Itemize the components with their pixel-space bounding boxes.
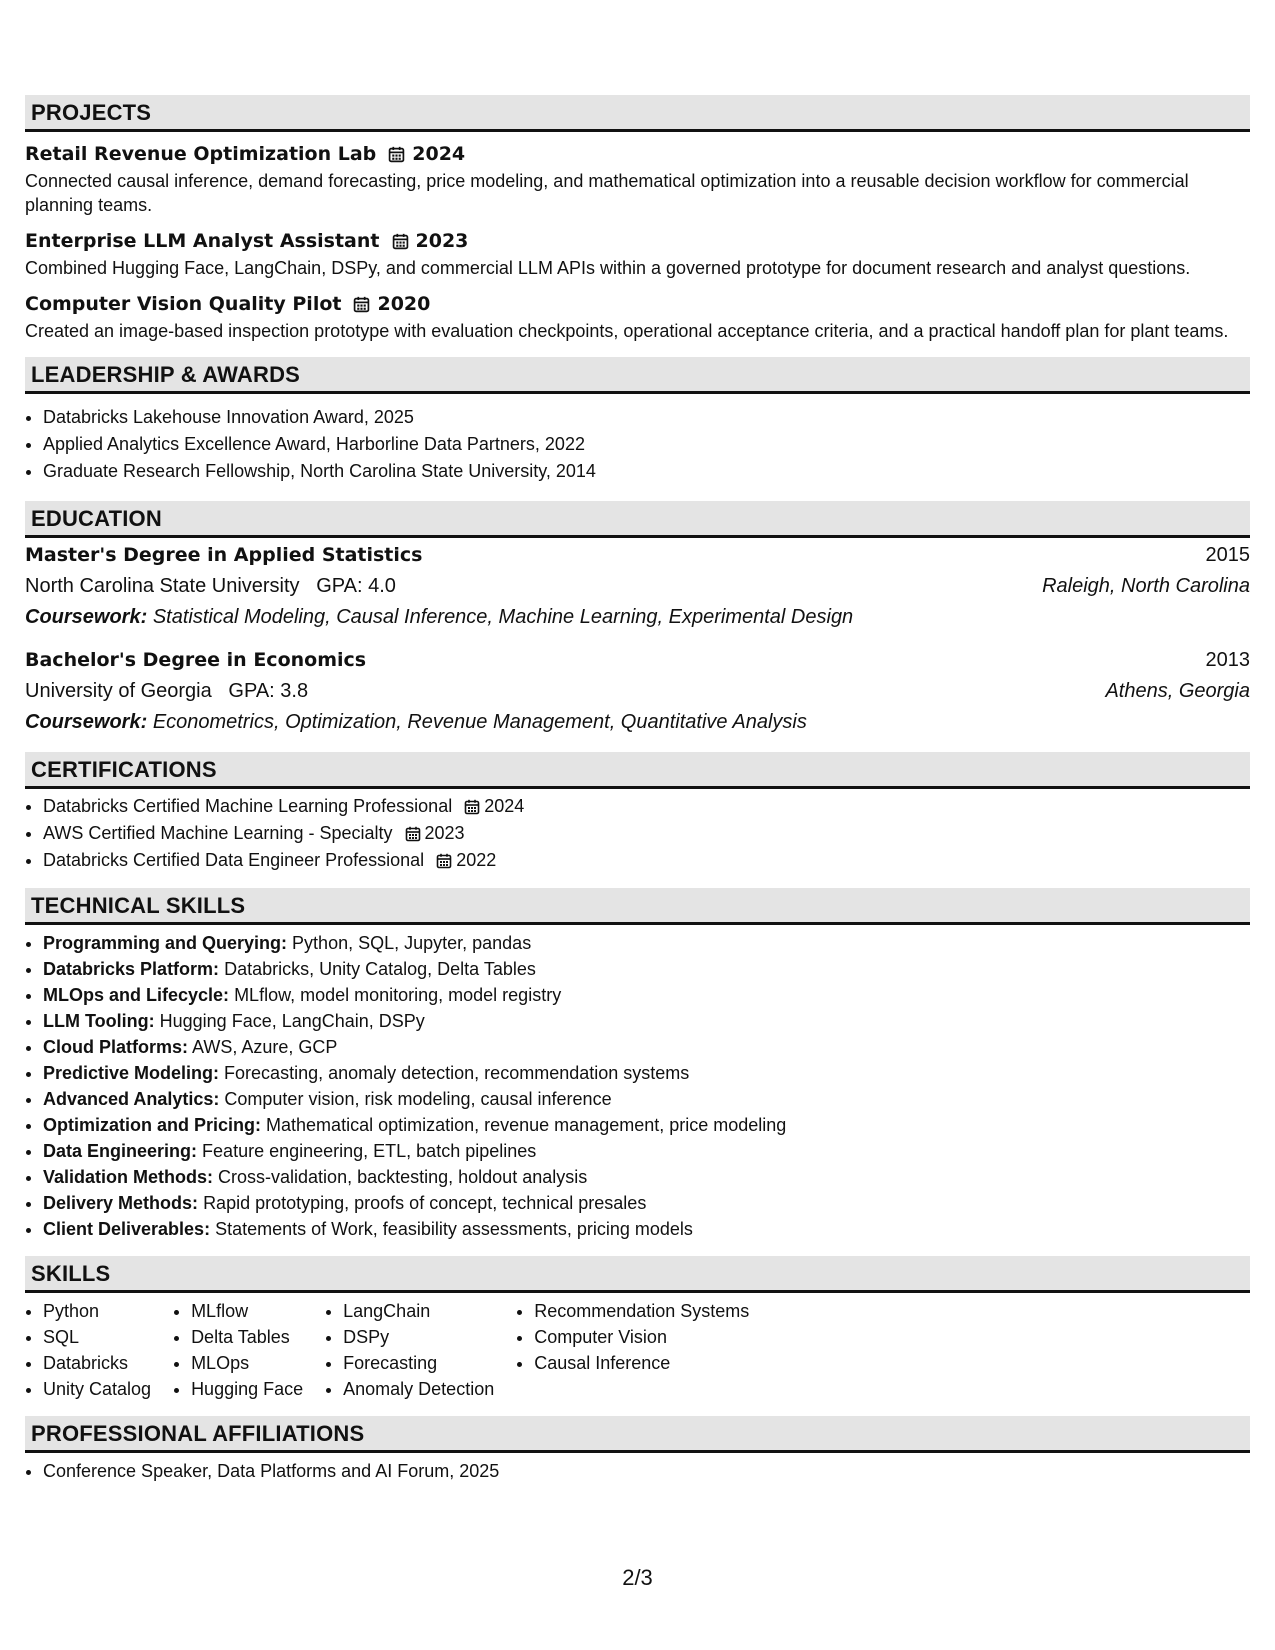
education-row-school bbox=[25, 571, 1250, 602]
project-title: Enterprise LLM Analyst Assistant bbox=[25, 230, 380, 252]
project-year: 2020 bbox=[377, 293, 431, 315]
education-list bbox=[25, 540, 1250, 738]
education-row-school bbox=[25, 676, 1250, 707]
section-heading-skills: SKILLS bbox=[25, 1256, 1250, 1293]
calendar-icon bbox=[436, 853, 452, 869]
certification-row bbox=[43, 793, 524, 820]
skill-values: Forecasting, anomaly detection, recommendation systems bbox=[224, 1063, 690, 1083]
project-description: Created an image-based inspection prototype with evaluation checkpoints, operational acceptance criteria, and a practical handoff plan for plant teams. bbox=[25, 321, 1229, 341]
graduation-year: 2015 bbox=[1205, 544, 1250, 566]
education-item bbox=[25, 645, 1250, 738]
skill-item: • DSPy bbox=[343, 1324, 494, 1350]
skills-grid bbox=[25, 1298, 1250, 1402]
technical-skill-item bbox=[43, 1216, 1250, 1242]
skills-column bbox=[173, 1298, 303, 1402]
skill-category: LLM Tooling: bbox=[43, 1011, 155, 1031]
skill-category: Advanced Analytics: bbox=[43, 1089, 220, 1109]
technical-skill-item bbox=[43, 1034, 1250, 1060]
affiliations-list bbox=[25, 1458, 1250, 1485]
project-item bbox=[25, 142, 1250, 217]
school-and-gpa bbox=[25, 571, 396, 602]
education-item bbox=[25, 540, 1250, 633]
projects-list bbox=[25, 142, 1250, 343]
skill-category: Predictive Modeling: bbox=[43, 1063, 220, 1083]
skill-category: Client Deliverables: bbox=[43, 1219, 211, 1239]
coursework-list: Statistical Modeling, Causal Inference, Machine Learning, Experimental Design bbox=[152, 606, 854, 628]
project-year: 2023 bbox=[415, 230, 469, 252]
certification-name: • Databricks Certified Data Engineer Professional bbox=[43, 850, 425, 870]
skill-item: • Unity Catalog bbox=[43, 1376, 151, 1402]
skill-category: Optimization and Pricing: bbox=[43, 1115, 262, 1135]
skill-item: • Causal Inference bbox=[534, 1350, 749, 1376]
school-and-gpa bbox=[25, 676, 308, 707]
skill-item: • Python bbox=[43, 1298, 151, 1324]
skill-category: Programming and Querying: bbox=[43, 933, 288, 953]
skill-item: • Recommendation Systems bbox=[534, 1298, 749, 1324]
technical-skill-item bbox=[43, 982, 1250, 1008]
award-item: • Databricks Lakehouse Innovation Award, 2025 bbox=[43, 404, 1250, 431]
section-heading-education: EDUCATION bbox=[25, 501, 1250, 538]
skills-column bbox=[25, 1298, 151, 1402]
skill-item: • Databricks bbox=[43, 1350, 151, 1376]
technical-skills-section bbox=[25, 888, 1250, 1242]
skill-values: Statements of Work, feasibility assessments, pricing models bbox=[215, 1219, 693, 1239]
skill-values: Cross-validation, backtesting, holdout analysis bbox=[218, 1167, 588, 1187]
project-description: Connected causal inference, demand forecasting, price modeling, and mathematical optimization into a reusable decision workflow for commercial planning teams. bbox=[25, 171, 1189, 215]
education-section bbox=[25, 501, 1250, 738]
skill-item: • Anomaly Detection bbox=[343, 1376, 494, 1402]
skills-column bbox=[325, 1298, 494, 1402]
page-number: 2/3 bbox=[622, 1565, 653, 1590]
certification-row bbox=[43, 820, 465, 847]
skill-item: • Computer Vision bbox=[534, 1324, 749, 1350]
certification-year: 2022 bbox=[456, 850, 497, 870]
section-heading-projects: PROJECTS bbox=[25, 95, 1250, 132]
school-location: Raleigh, North Carolina bbox=[1042, 575, 1250, 597]
coursework-label: Coursework: bbox=[25, 711, 148, 733]
skill-values: Python, SQL, Jupyter, pandas bbox=[292, 933, 532, 953]
project-year: 2024 bbox=[412, 143, 466, 165]
skill-category: Cloud Platforms: bbox=[43, 1037, 189, 1057]
skill-item: • Delta Tables bbox=[191, 1324, 303, 1350]
skill-values: Rapid prototyping, proofs of concept, technical presales bbox=[203, 1193, 647, 1213]
technical-skill-item bbox=[43, 930, 1250, 956]
certification-name: • AWS Certified Machine Learning - Specialty bbox=[43, 823, 393, 843]
project-header bbox=[25, 142, 1250, 166]
award-item: • Applied Analytics Excellence Award, Harborline Data Partners, 2022 bbox=[43, 431, 1250, 458]
award-item: • Graduate Research Fellowship, North Carolina State University, 2014 bbox=[43, 458, 1250, 485]
project-description: Combined Hugging Face, LangChain, DSPy, and commercial LLM APIs within a governed prototype for document research and analyst questions. bbox=[25, 258, 1191, 278]
projects-section bbox=[25, 95, 1250, 343]
skill-values: Computer vision, risk modeling, causal inference bbox=[224, 1089, 612, 1109]
coursework bbox=[25, 707, 1250, 738]
skills-section bbox=[25, 1256, 1250, 1402]
school-name: North Carolina State University bbox=[25, 575, 300, 597]
affiliations-section bbox=[25, 1416, 1250, 1485]
project-header bbox=[25, 292, 1250, 316]
project-title: Retail Revenue Optimization Lab bbox=[25, 143, 377, 165]
skill-values: Mathematical optimization, revenue management, price modeling bbox=[266, 1115, 787, 1135]
technical-skill-item bbox=[43, 1138, 1250, 1164]
skill-item: • LangChain bbox=[343, 1298, 494, 1324]
calendar-icon bbox=[388, 146, 405, 163]
skill-values: Feature engineering, ETL, batch pipelines bbox=[202, 1141, 537, 1161]
certification-name: • Databricks Certified Machine Learning Professional bbox=[43, 796, 453, 816]
certification-item bbox=[43, 793, 1250, 820]
section-heading-affiliations: PROFESSIONAL AFFILIATIONS bbox=[25, 1416, 1250, 1453]
skill-category: Data Engineering: bbox=[43, 1141, 198, 1161]
certification-year: 2024 bbox=[484, 796, 525, 816]
certification-item bbox=[43, 847, 1250, 874]
education-row-degree bbox=[25, 540, 1250, 571]
skill-item: • SQL bbox=[43, 1324, 151, 1350]
calendar-icon bbox=[405, 826, 421, 842]
coursework bbox=[25, 602, 1250, 633]
coursework-list: Econometrics, Optimization, Revenue Management, Quantitative Analysis bbox=[152, 711, 807, 733]
technical-skills-list bbox=[25, 930, 1250, 1242]
technical-skill-item bbox=[43, 1112, 1250, 1138]
calendar-icon bbox=[392, 233, 409, 250]
leadership-section bbox=[25, 357, 1250, 485]
skill-item: • MLflow bbox=[191, 1298, 303, 1324]
education-row-degree bbox=[25, 645, 1250, 676]
skill-values: AWS, Azure, GCP bbox=[192, 1037, 338, 1057]
degree-title: Bachelor's Degree in Economics bbox=[25, 649, 367, 671]
skill-item: • MLOps bbox=[191, 1350, 303, 1376]
calendar-icon bbox=[353, 296, 370, 313]
section-heading-certifications: CERTIFICATIONS bbox=[25, 752, 1250, 789]
certification-item bbox=[43, 820, 1250, 847]
skill-item: • Forecasting bbox=[343, 1350, 494, 1376]
technical-skill-item bbox=[43, 1060, 1250, 1086]
technical-skill-item bbox=[43, 1086, 1250, 1112]
certifications-section bbox=[25, 752, 1250, 874]
certification-row bbox=[43, 847, 496, 874]
affiliation-item: • Conference Speaker, Data Platforms and AI Forum, 2025 bbox=[43, 1458, 1250, 1485]
project-header bbox=[25, 229, 1250, 253]
skill-item: • Hugging Face bbox=[191, 1376, 303, 1402]
certification-year: 2023 bbox=[424, 823, 465, 843]
skill-values: MLflow, model monitoring, model registry bbox=[234, 985, 562, 1005]
calendar-icon bbox=[464, 799, 480, 815]
gpa: GPA: 4.0 bbox=[316, 575, 396, 597]
school-name: University of Georgia bbox=[25, 680, 212, 702]
technical-skill-item bbox=[43, 1164, 1250, 1190]
skill-category: Databricks Platform: bbox=[43, 959, 220, 979]
skill-category: Validation Methods: bbox=[43, 1167, 214, 1187]
degree-title: Master's Degree in Applied Statistics bbox=[25, 544, 423, 566]
project-title: Computer Vision Quality Pilot bbox=[25, 293, 342, 315]
coursework-label: Coursework: bbox=[25, 606, 148, 628]
project-item bbox=[25, 229, 1250, 280]
leadership-list bbox=[25, 404, 1250, 485]
graduation-year: 2013 bbox=[1205, 649, 1250, 671]
skill-values: Databricks, Unity Catalog, Delta Tables bbox=[224, 959, 536, 979]
skills-column bbox=[516, 1298, 749, 1402]
skill-category: Delivery Methods: bbox=[43, 1193, 199, 1213]
resume-page bbox=[25, 95, 1250, 1499]
technical-skill-item bbox=[43, 1008, 1250, 1034]
gpa: GPA: 3.8 bbox=[228, 680, 309, 702]
skill-values: Hugging Face, LangChain, DSPy bbox=[159, 1011, 425, 1031]
section-heading-technical-skills: TECHNICAL SKILLS bbox=[25, 888, 1250, 925]
technical-skill-item bbox=[43, 956, 1250, 982]
section-heading-leadership: LEADERSHIP & AWARDS bbox=[25, 357, 1250, 394]
skill-category: MLOps and Lifecycle: bbox=[43, 985, 230, 1005]
school-location: Athens, Georgia bbox=[1105, 680, 1250, 702]
technical-skill-item bbox=[43, 1190, 1250, 1216]
certifications-list bbox=[25, 793, 1250, 874]
project-item bbox=[25, 292, 1250, 343]
